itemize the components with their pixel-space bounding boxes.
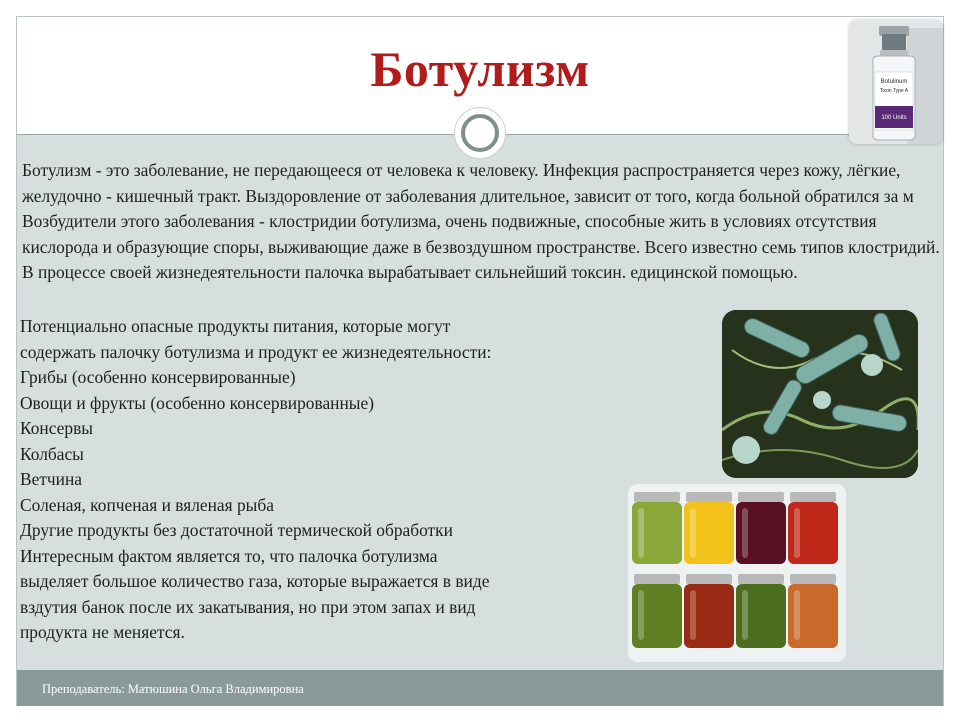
ring-icon (454, 107, 506, 159)
vial-label-line1: Botulinum (880, 79, 908, 85)
footer-text: Преподаватель: Матюшина Ольга Владимировна (42, 682, 304, 696)
vial-label-line3: 100 Units (881, 115, 907, 121)
food-list (20, 314, 491, 646)
ring-inner (461, 114, 499, 152)
list-line: продукта не меняется. (20, 622, 185, 642)
list-line: вздутия банок после их закатывания, но при этом запах и вид (20, 596, 476, 617)
list-line: Интересным фактом является то, что палочка ботулизма (20, 545, 438, 566)
list-line: содержать палочку ботулизма и продукт ее жизнедеятельности: (20, 341, 492, 362)
vial-illustration (849, 20, 943, 144)
list-line: Колбасы (20, 443, 84, 464)
jars-illustration (628, 484, 846, 662)
list-line: Другие продукты без достаточной термической обработки (20, 520, 453, 540)
bacteria-photo (722, 310, 918, 478)
jars-photo (628, 484, 846, 662)
vial-photo (849, 20, 943, 144)
vial-label-line2: Toxin Type A (879, 88, 909, 94)
list-line: Соленая, копченая и вяленая рыба (20, 494, 274, 515)
slide-title: Ботулизм (370, 41, 590, 97)
list-line: Консервы (20, 418, 93, 438)
list-line: Ветчина (20, 469, 82, 489)
intro-paragraph: Ботулизм - это заболевание, не передающееся от человека к человеку. Инфекция распространяется через кожу, лёгкие, желудочно - кишечный тракт. Выздоровление от заболевания длительное, зависит от того, когда больной обратился за м Возбудители этого заболевания - клостридии ботулизма, очень подвижные, способные жить в условиях отсутствия кислорода и образующие споры, выживающие даже в безвоздушном пространстве. Всего известно семь типов клостридий. В процессе своей жизнедеятельности палочка вырабатывает сильнейший токсин. едицинской помощью. (22, 160, 940, 282)
list-line: Овощи и фрукты (особенно консервированные) (20, 392, 374, 413)
list-line: выделяет большое количество газа, которые выражается в виде (20, 571, 490, 591)
list-line: Грибы (особенно консервированные) (20, 367, 296, 387)
bacteria-illustration (722, 310, 918, 478)
list-line: Потенциально опасные продукты питания, которые могут (20, 316, 451, 336)
